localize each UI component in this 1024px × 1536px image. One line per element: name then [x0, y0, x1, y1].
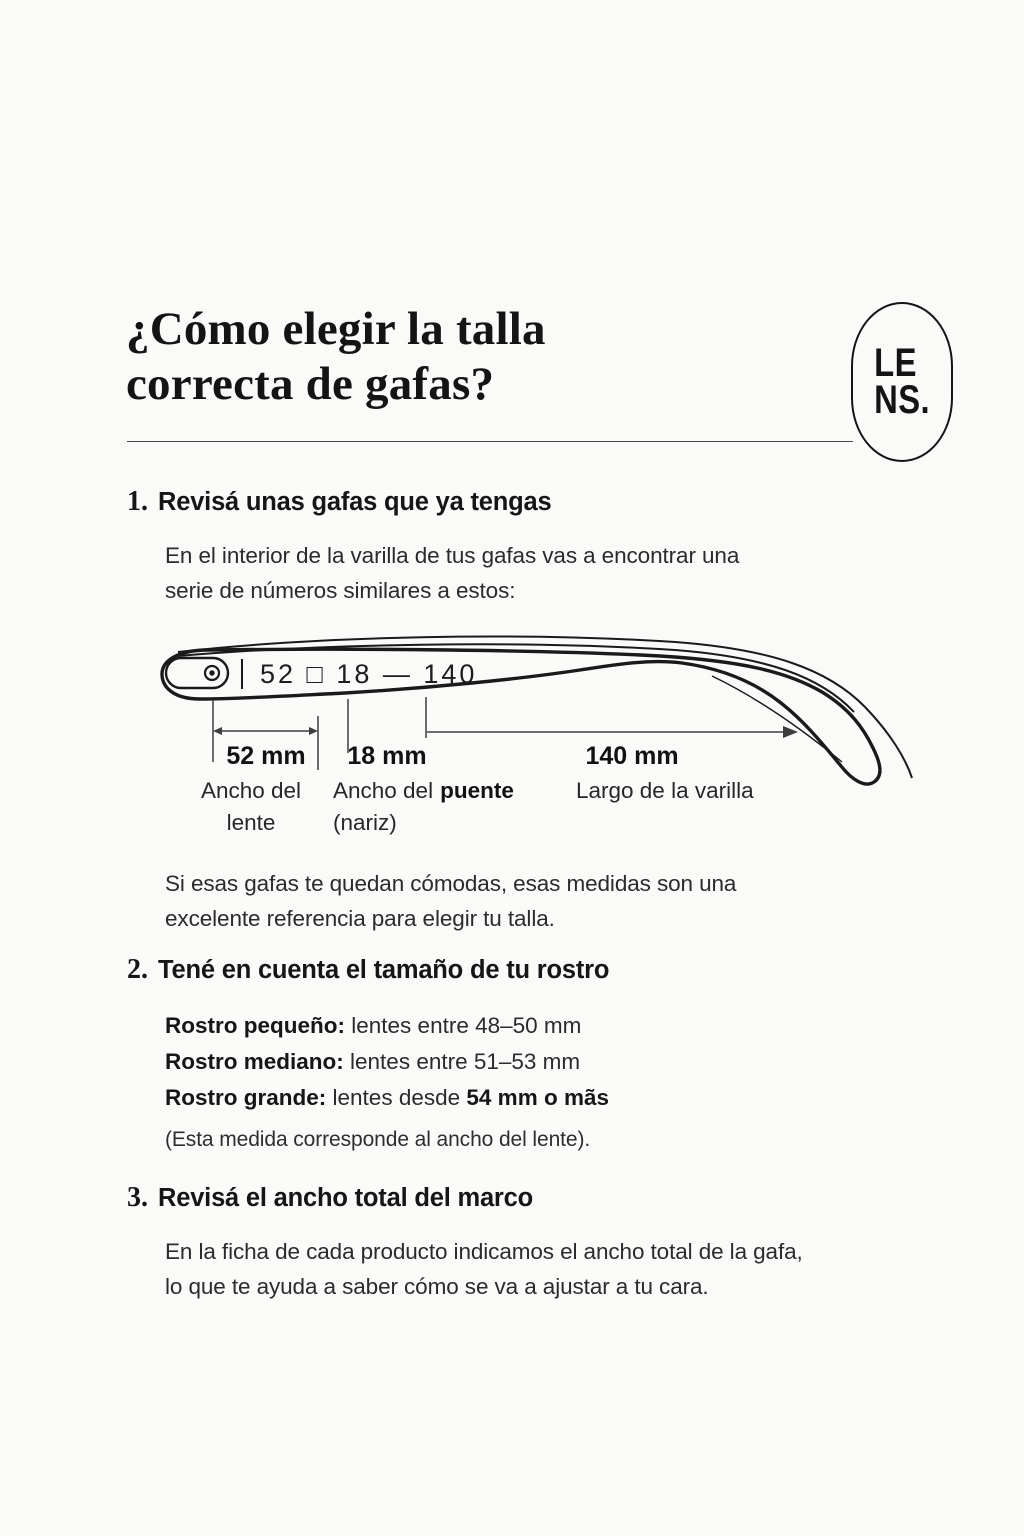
temple-length-value: 140 mm: [585, 742, 679, 770]
brand-logo-text: [874, 341, 930, 422]
lens-width-label-line1: Ancho del: [200, 778, 302, 803]
face-size-item-large: Rostro grande: lentes desde 54 mm o mãs: [165, 1085, 609, 1110]
step1-heading: 1. Revisá unas gafas que ya tengas: [127, 486, 552, 517]
step1-number: 1.: [127, 486, 148, 517]
page-title-line2: correcta de gafas?: [126, 358, 495, 410]
glasses-temple-diagram: [120, 612, 970, 862]
temple-marking-text: 52 □ 18 — 140: [260, 659, 478, 689]
brand-logo-line1: LE: [874, 341, 917, 385]
title-divider: [127, 441, 853, 442]
brand-logo-line2: NS.: [874, 378, 930, 422]
step1-intro: En el interior de la varilla de tus gafas vas a encontrar una serie de números similares a estos:: [165, 543, 740, 603]
bridge-width-label-line1: Ancho del puente: [333, 778, 514, 803]
step3-heading: 3. Revisá el ancho total del marco: [127, 1182, 534, 1213]
page-title: [126, 302, 546, 412]
face-size-item-medium: Rostro mediano: lentes entre 51–53 mm: [165, 1049, 581, 1074]
page-title-line1: ¿Cómo elegir la talla: [126, 303, 546, 355]
lens-width-value: 52 mm: [226, 742, 306, 770]
ear-hook-highlight: [712, 676, 842, 762]
bridge-width-label-line2: (nariz): [333, 810, 397, 835]
face-size-list: [165, 1008, 609, 1116]
lens-arrowhead-right-icon: [309, 727, 318, 735]
step3-body: En la ficha de cada producto indicamos el ancho total de la gafa, lo que te ayuda a saber cómo se va a ajustar a tu cara.: [165, 1239, 803, 1299]
temple-arrowhead-icon: [783, 726, 798, 738]
face-size-item-small: Rostro pequeño: lentes entre 48–50 mm: [165, 1013, 582, 1038]
lens-width-note: (Esta medida corresponde al ancho del lente).: [165, 1128, 591, 1151]
step2-number: 2.: [127, 954, 148, 985]
hinge-screw-center: [209, 670, 214, 675]
lens-width-label-line2: lente: [226, 810, 276, 835]
lens-arrowhead-left-icon: [213, 727, 222, 735]
brand-logo: [851, 302, 953, 462]
step2-heading: 2. Tené en cuenta el tamaño de tu rostro: [127, 954, 610, 985]
temple-length-label: Largo de la varilla: [576, 778, 754, 803]
step3-number: 3.: [127, 1182, 148, 1213]
step1-outro: Si esas gafas te quedan cómodas, esas medidas son una excelente referencia para elegir tu talla.: [165, 871, 737, 931]
bridge-width-value: 18 mm: [347, 742, 427, 770]
